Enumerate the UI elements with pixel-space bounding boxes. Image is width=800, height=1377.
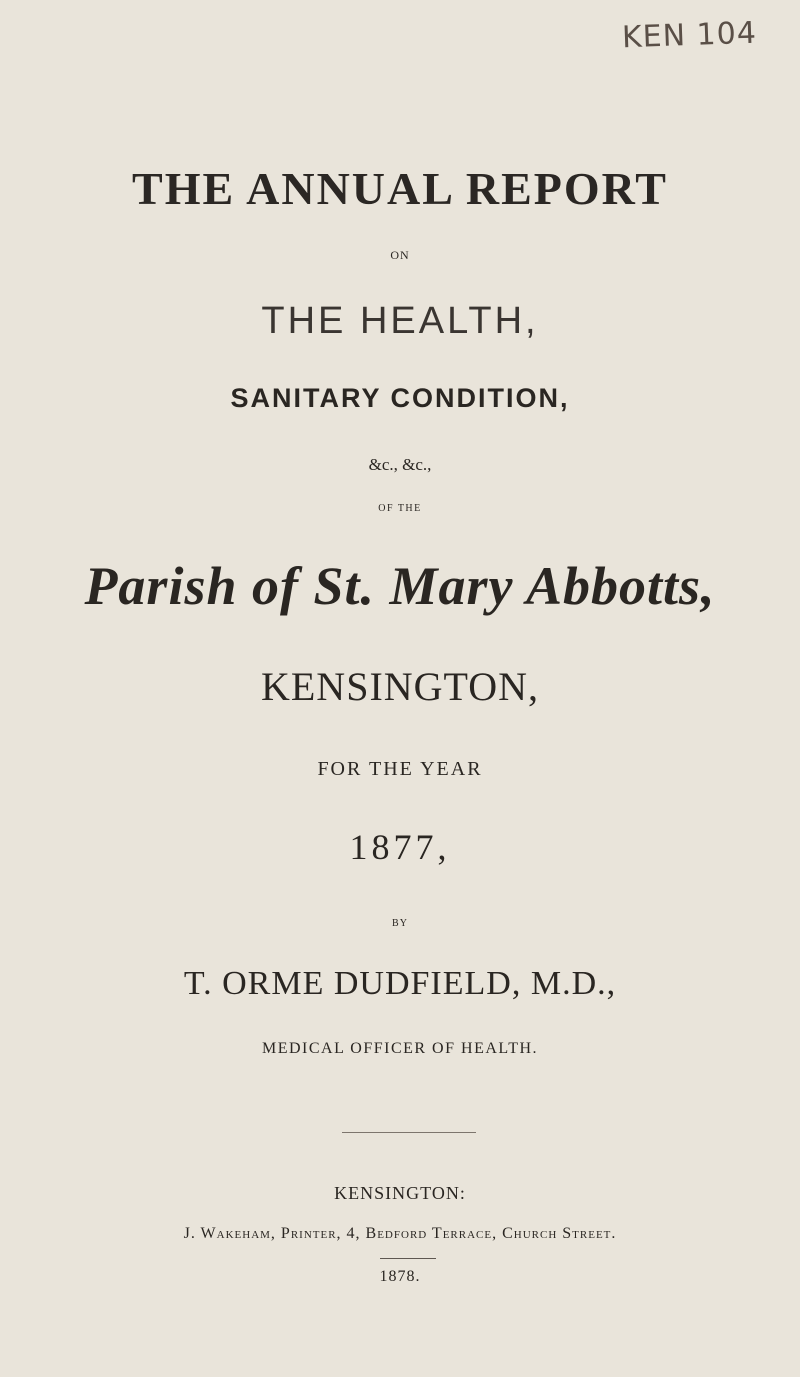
report-year: 1877, (349, 827, 451, 867)
handwritten-shelfmark: KEN 104 (621, 15, 758, 56)
on-label: ON (390, 248, 410, 262)
imprint-rule (380, 1258, 436, 1259)
parish-name: Parish of St. Mary Abbotts, (84, 556, 716, 616)
imprint-place: KENSINGTON: (334, 1183, 466, 1203)
etc-line: &c., &c., (368, 455, 432, 474)
report-title: THE ANNUAL REPORT (132, 163, 668, 214)
imprint-printer: J. Wakeham, Printer, 4, Bedford Terrace, Church Street. (183, 1225, 617, 1242)
author-name: T. ORME DUDFIELD, M.D., (183, 965, 617, 1002)
subject-line: THE HEALTH, (261, 300, 539, 342)
author-office: MEDICAL OFFICER OF HEALTH. (261, 1040, 539, 1057)
place-name: KENSINGTON, (260, 664, 540, 709)
divider-rule (342, 1132, 476, 1133)
for-the-year-label: FOR THE YEAR (317, 758, 483, 780)
imprint-year: 1878. (379, 1268, 421, 1285)
by-label: BY (392, 918, 408, 929)
condition-line: SANITARY CONDITION, (230, 383, 570, 413)
of-the-label: OF THE (378, 503, 422, 514)
